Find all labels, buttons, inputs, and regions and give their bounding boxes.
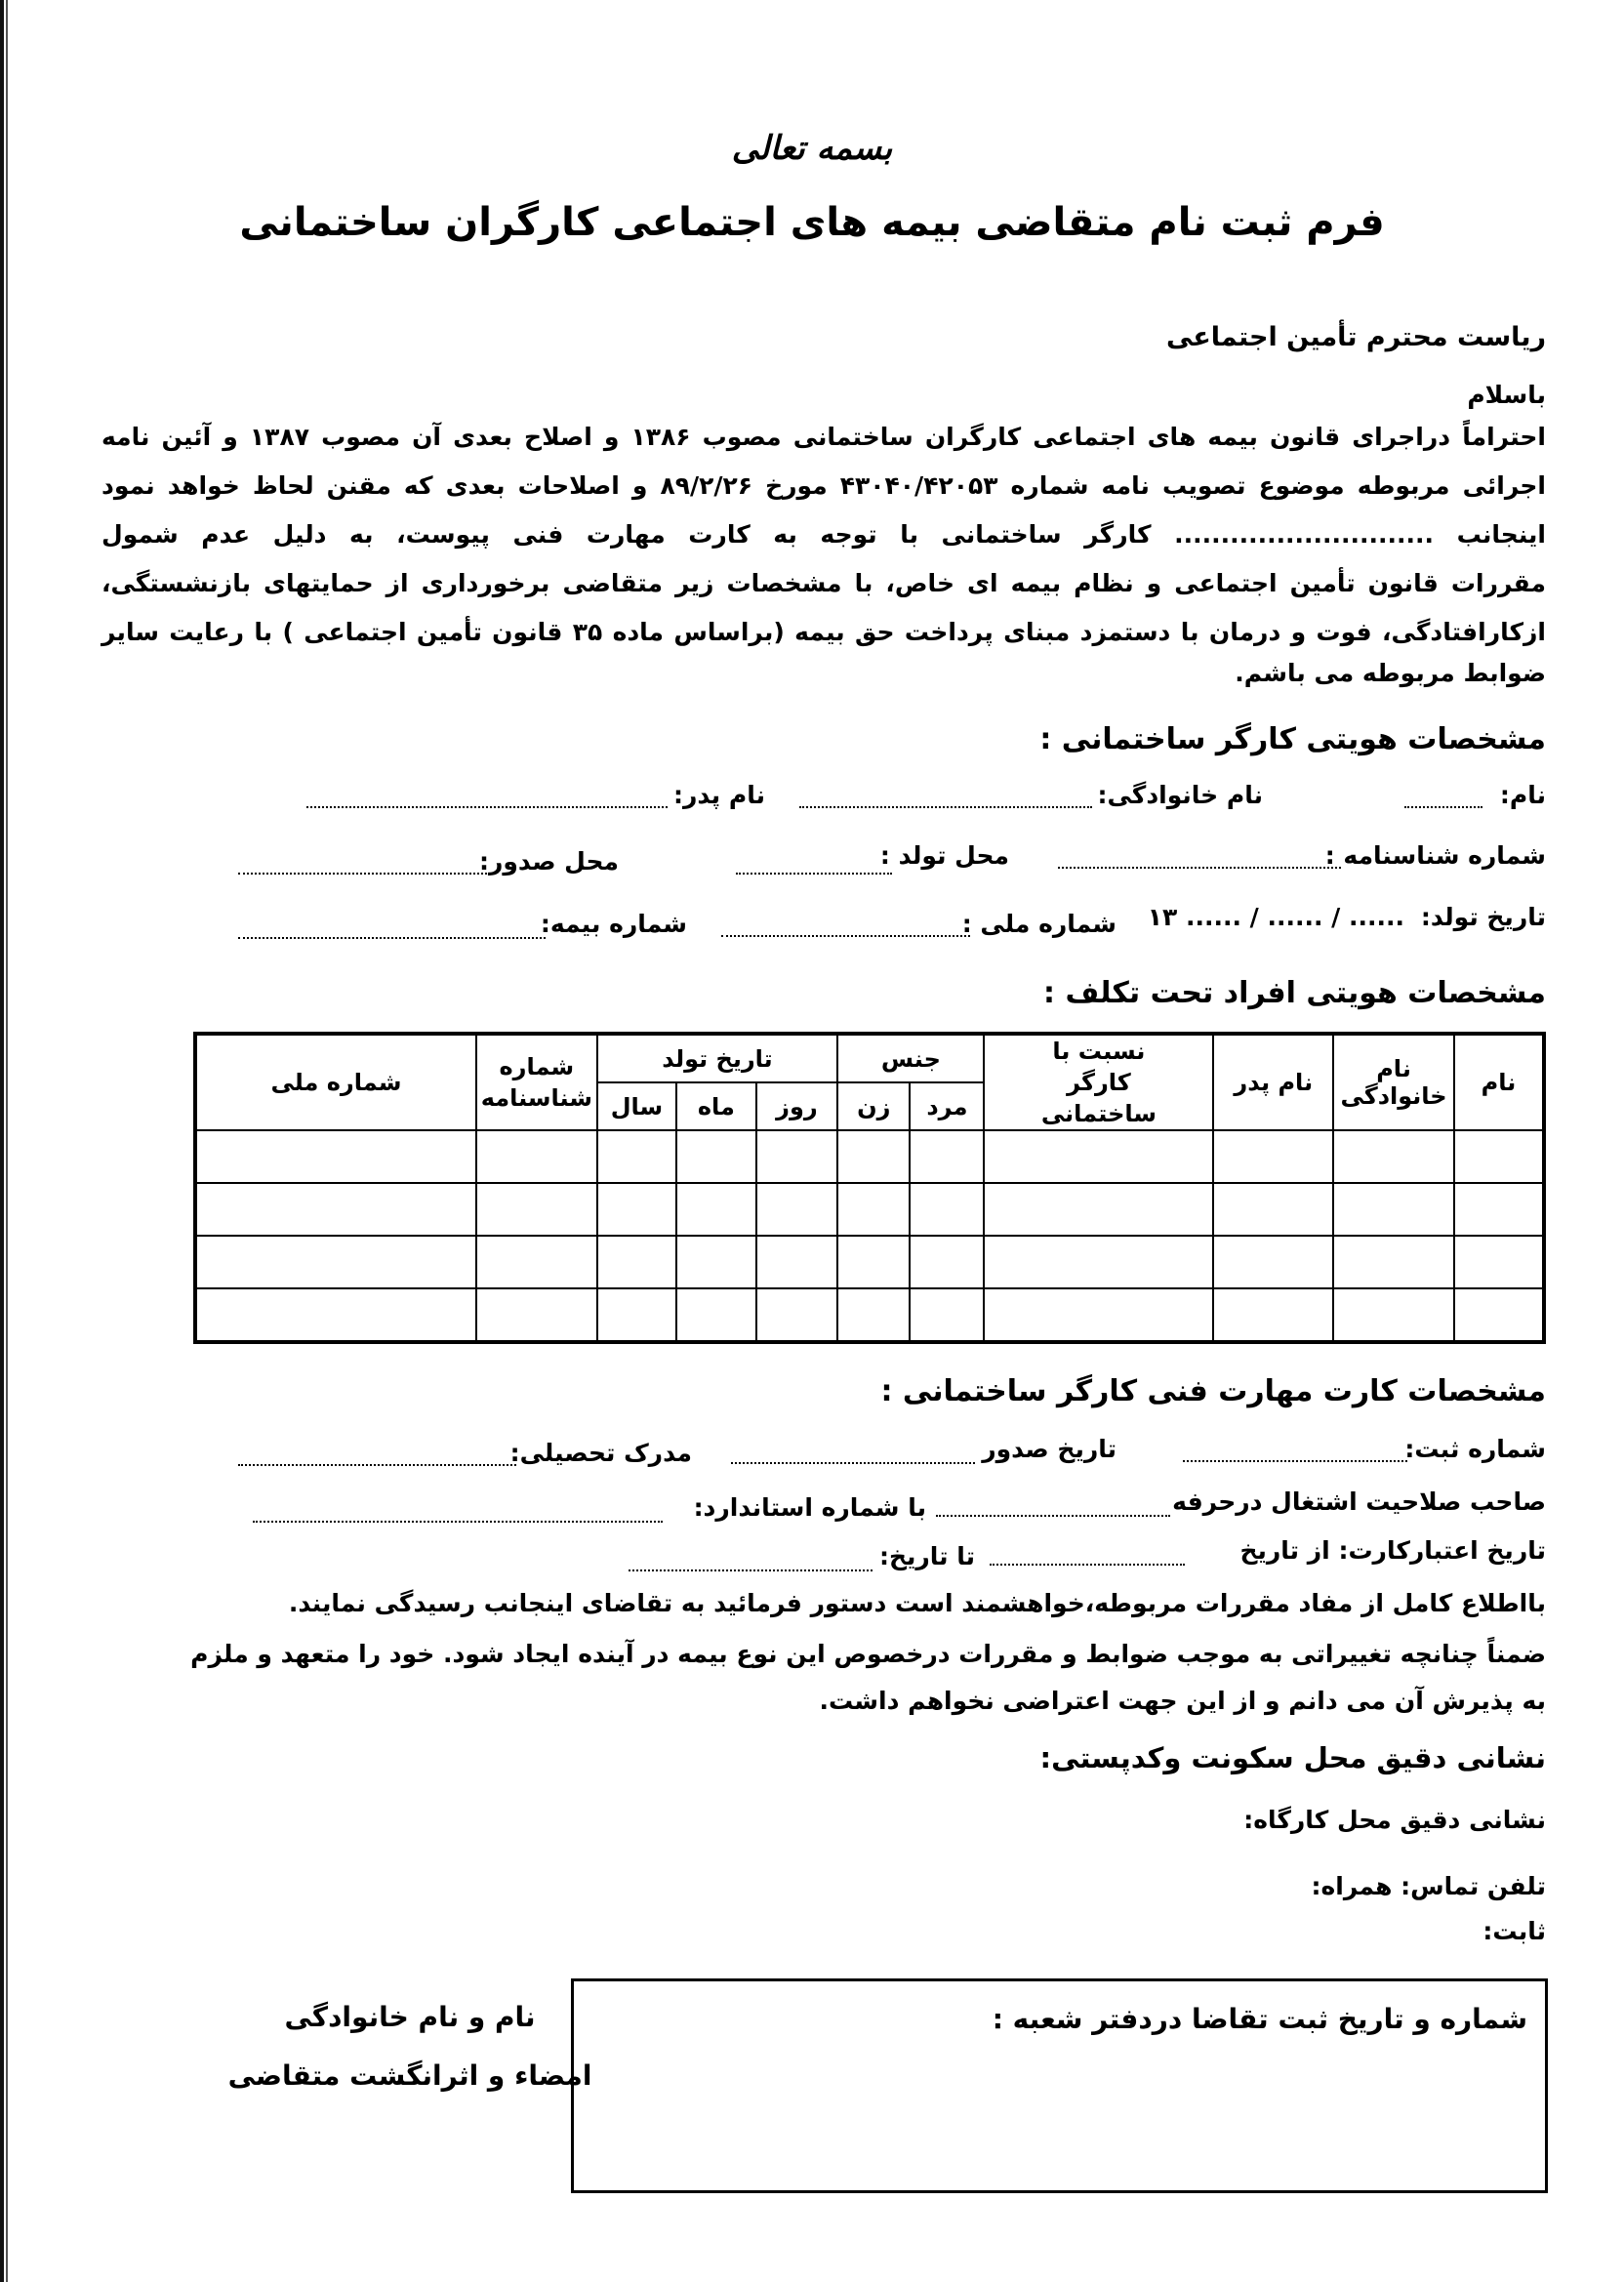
table-cell[interactable]: [476, 1183, 597, 1236]
table-cell[interactable]: [195, 1236, 476, 1288]
col-relation: نسبت با کارگر ساختمانی: [984, 1034, 1213, 1130]
col-father-name: نام پدر: [1213, 1034, 1333, 1130]
table-cell[interactable]: [910, 1288, 984, 1342]
table-cell[interactable]: [837, 1130, 910, 1183]
birth-cert-no-label: شماره شناسنامه :: [1324, 841, 1546, 870]
table-cell[interactable]: [676, 1130, 755, 1183]
last-name-label: نام خانوادگی:: [1097, 781, 1263, 809]
table-row: [195, 1183, 1544, 1236]
birth-date-field[interactable]: ...... / ...... / ...... ۱۳: [1147, 903, 1404, 931]
table-cell[interactable]: [837, 1183, 910, 1236]
table-cell[interactable]: [910, 1183, 984, 1236]
col-gender: جنس: [837, 1034, 984, 1082]
fixed-phone-label: ثابت:: [1482, 1917, 1546, 1945]
table-cell[interactable]: [1333, 1236, 1454, 1288]
scan-edge-inner: [6, 0, 8, 2282]
table-cell[interactable]: [597, 1288, 676, 1342]
bismillah-heading: بسمه تعالی: [731, 129, 893, 168]
table-cell[interactable]: [1454, 1288, 1544, 1342]
greeting: باسلام: [1467, 381, 1546, 409]
issue-date-label: تاریخ صدور: [982, 1435, 1116, 1463]
table-cell[interactable]: [676, 1236, 755, 1288]
addressee: ریاست محترم تأمین اجتماعی: [1166, 322, 1546, 352]
col-female: زن: [837, 1082, 910, 1130]
dependents-table: [193, 1032, 1546, 1344]
valid-from-field[interactable]: [990, 1546, 1185, 1569]
mobile-phone-label: تلفن تماس: همراه:: [1311, 1872, 1546, 1900]
birth-place-label: محل تولد :: [879, 841, 1009, 870]
standard-no-label: با شماره استاندارد:: [693, 1493, 926, 1522]
form-title: فرم ثبت نام متقاضی بیمه های اجتماعی کارگران ساختمانی: [239, 200, 1385, 245]
table-cell[interactable]: [195, 1288, 476, 1342]
workplace-address-label: نشانی دقیق محل کارگاه:: [1243, 1806, 1546, 1834]
col-name: نام: [1454, 1034, 1544, 1130]
declaration-line-2: ضمناً چنانچه تغییراتی به موجب ضوابط و مقررات درخصوص این نوع بیمه در آینده ایجاد شود. خود را متعهد و ملزم: [190, 1640, 1546, 1668]
reg-no-field[interactable]: [1183, 1443, 1407, 1466]
table-cell[interactable]: [1333, 1288, 1454, 1342]
table-cell[interactable]: [984, 1288, 1213, 1342]
table-cell[interactable]: [984, 1236, 1213, 1288]
table-cell[interactable]: [756, 1236, 838, 1288]
table-cell[interactable]: [195, 1183, 476, 1236]
letter-line-6: ضوابط مربوطه می باشم.: [1235, 659, 1546, 687]
worker-identity-heading: مشخصات هویتی کارگر ساختمانی :: [1039, 722, 1546, 756]
registry-box-label: شماره و تاریخ ثبت تقاضا دردفتر شعبه :: [992, 2003, 1527, 2035]
table-cell[interactable]: [676, 1288, 755, 1342]
table-cell[interactable]: [1333, 1183, 1454, 1236]
last-name-field[interactable]: [799, 789, 1092, 812]
skill-card-heading: مشخصات کارت مهارت فنی کارگر ساختمانی :: [880, 1374, 1546, 1408]
birth-place-field[interactable]: [736, 855, 892, 878]
first-name-field[interactable]: [1404, 789, 1482, 812]
declaration-line-1: بااطلاع کامل از مفاد مقررات مربوطه،خواهشمند است دستور فرمائید به تقاضای اینجانب رسیدگی نمایند.: [288, 1589, 1546, 1617]
table-cell[interactable]: [1454, 1183, 1544, 1236]
table-cell[interactable]: [476, 1130, 597, 1183]
col-year: سال: [597, 1082, 676, 1130]
table-cell[interactable]: [597, 1130, 676, 1183]
issue-place-field[interactable]: [238, 855, 487, 878]
dependents-heading: مشخصات هویتی افراد تحت تکلف :: [1043, 976, 1546, 1010]
birth-cert-no-field[interactable]: [1058, 849, 1341, 873]
table-cell[interactable]: [984, 1183, 1213, 1236]
national-id-label: شماره ملی :: [961, 910, 1116, 938]
col-birth-date: تاریخ تولد: [597, 1034, 838, 1082]
issue-date-field[interactable]: [731, 1445, 975, 1468]
declaration-line-3: به پذیرش آن می دانم و از این جهت اعتراضی نخواهم داشت.: [819, 1687, 1546, 1715]
letter-line-4: مقررات قانون تأمین اجتماعی و نظام بیمه ای خاص، با مشخصات زیر متقاضی برخورداری از حمایتهای بازنشستگی،: [102, 569, 1546, 597]
table-row: [195, 1236, 1544, 1288]
signature-name-label: نام و نام خانوادگی: [284, 2001, 536, 2033]
birth-date-label: تاریخ تولد:: [1420, 903, 1546, 931]
table-cell[interactable]: [1213, 1288, 1333, 1342]
letter-line-5: ازکارافتادگی، فوت و درمان با دستمزد مبنای پرداخت حق بیمه (براساس ماده ۳۵ قانون تأمین اجتماعی ) با رعایت سایر: [102, 618, 1547, 646]
table-cell[interactable]: [837, 1288, 910, 1342]
table-cell[interactable]: [756, 1183, 838, 1236]
issue-place-label: محل صدور:: [478, 847, 619, 876]
table-cell[interactable]: [597, 1236, 676, 1288]
table-cell[interactable]: [476, 1288, 597, 1342]
standard-no-field[interactable]: [253, 1503, 663, 1527]
col-family-name: نام خانوادگی: [1333, 1034, 1454, 1130]
address-heading: نشانی دقیق محل سکونت وکدپستی:: [1039, 1741, 1546, 1774]
insurance-no-field[interactable]: [238, 919, 546, 943]
national-id-field[interactable]: [721, 917, 970, 941]
table-cell[interactable]: [756, 1130, 838, 1183]
table-cell[interactable]: [1454, 1130, 1544, 1183]
letter-line-2: اجرائی مربوطه موضوع تصویب نامه شماره ۴۳۰۴۰/۴۲۰۵۳ مورخ ۸۹/۲/۲۶ و اصلاحات بعدی که مقنن لحاظ خواهد نمود: [102, 471, 1546, 500]
letter-line-3: اینجانب ............................ کارگر ساختمانی با توجه به کارت مهارت فنی پیوست، به دلیل عدم شمول: [102, 520, 1546, 549]
first-name-label: نام:: [1499, 781, 1546, 809]
table-row: [195, 1288, 1544, 1342]
table-row: [195, 1130, 1544, 1183]
valid-to-label: تا تاریخ:: [878, 1542, 975, 1570]
col-birth-cert: شماره شناسنامه: [476, 1034, 597, 1130]
valid-to-field[interactable]: [629, 1552, 873, 1575]
qualification-label: صاحب صلاحیت اشتغال درحرفه: [1172, 1487, 1546, 1516]
col-national-id: شماره ملی: [195, 1034, 476, 1130]
table-cell[interactable]: [837, 1236, 910, 1288]
table-cell[interactable]: [1213, 1183, 1333, 1236]
father-name-field[interactable]: [306, 789, 668, 812]
table-cell[interactable]: [756, 1288, 838, 1342]
table-cell[interactable]: [676, 1183, 755, 1236]
education-field[interactable]: [238, 1447, 516, 1470]
col-day: روز: [756, 1082, 838, 1130]
table-cell[interactable]: [1213, 1130, 1333, 1183]
table-cell[interactable]: [1454, 1236, 1544, 1288]
table-cell[interactable]: [476, 1236, 597, 1288]
col-month: ماه: [676, 1082, 755, 1130]
reg-no-label: شماره ثبت:: [1404, 1435, 1546, 1463]
father-name-label: نام پدر:: [672, 781, 765, 809]
letter-line-1: احتراماً دراجرای قانون بیمه های اجتماعی کارگران ساختمانی مصوب ۱۳۸۶ و اصلاح بعدی آن مصوب ۱۳۸۷ و آئین نامه: [102, 423, 1546, 451]
signature-sign-label: امضاء و اثرانگشت متقاضی: [227, 2059, 592, 2092]
table-cell[interactable]: [195, 1130, 476, 1183]
table-cell[interactable]: [984, 1130, 1213, 1183]
education-label: مدرک تحصیلی:: [509, 1439, 692, 1467]
table-cell[interactable]: [1333, 1130, 1454, 1183]
table-cell[interactable]: [597, 1183, 676, 1236]
registry-box: [571, 1978, 1548, 2193]
table-cell[interactable]: [910, 1236, 984, 1288]
table-cell[interactable]: [910, 1130, 984, 1183]
scan-edge: [0, 0, 4, 2282]
insurance-no-label: شماره بیمه:: [540, 910, 687, 938]
col-male: مرد: [910, 1082, 984, 1130]
table-cell[interactable]: [1213, 1236, 1333, 1288]
qualification-field[interactable]: [936, 1497, 1170, 1521]
validity-label: تاریخ اعتبارکارت: از تاریخ: [1239, 1536, 1546, 1565]
